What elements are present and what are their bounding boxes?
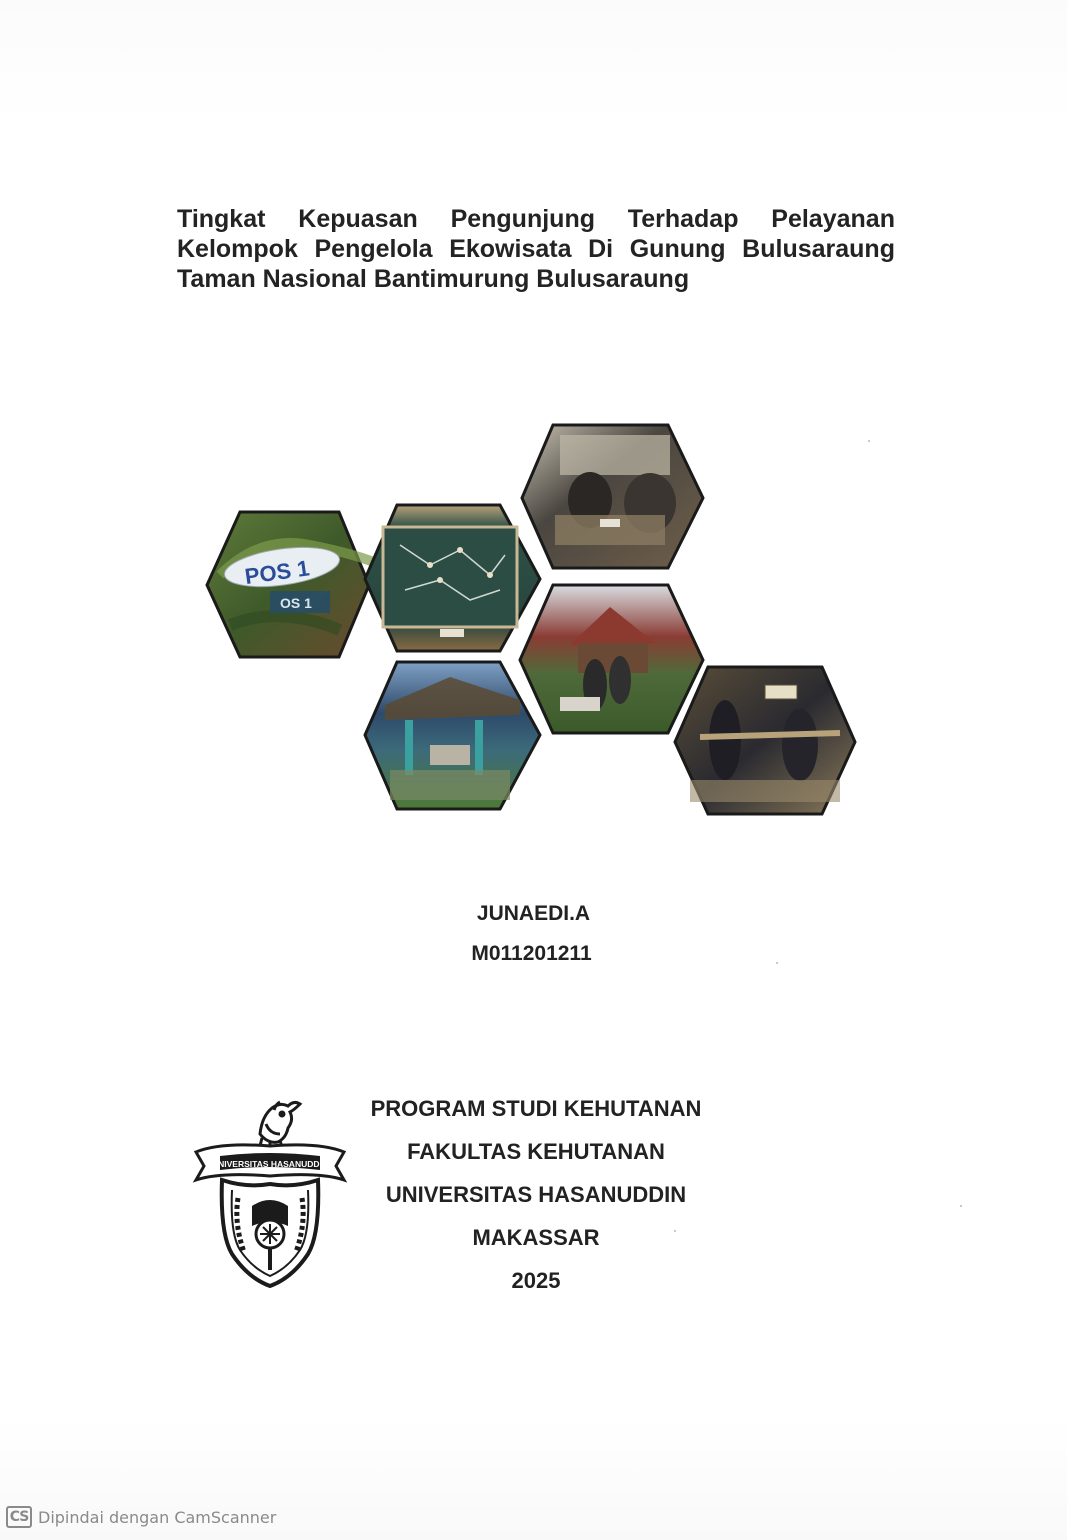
- ribbon-text: UNIVERSITAS HASANUDDIN: [211, 1159, 329, 1169]
- photo-hex-pos-sign: [207, 512, 380, 657]
- title-word: Terhadap: [627, 205, 739, 233]
- scan-speck: [776, 962, 778, 964]
- photo-hex-group-activity: [675, 667, 855, 814]
- title-word: Tingkat: [177, 205, 266, 233]
- title-word: Pengelola: [314, 235, 433, 263]
- title-line-1: [177, 204, 895, 234]
- scan-speck: [674, 1230, 676, 1232]
- scanner-watermark: [6, 1506, 276, 1528]
- sign-text: POS 1: [243, 555, 311, 590]
- city-name: MAKASSAR: [472, 1225, 600, 1250]
- title-word: Kelompok: [177, 235, 298, 263]
- photo-hex-map-board: [365, 505, 540, 651]
- student-id: M011201211: [471, 942, 592, 965]
- title-line-3: Taman Nasional Bantimurung Bulusaraung: [177, 265, 690, 293]
- photo-hex-camp: [520, 585, 703, 733]
- title-word: Pengunjung: [450, 205, 595, 233]
- thesis-title: [177, 204, 895, 294]
- university-emblem: [190, 1094, 350, 1294]
- faculty-name: FAKULTAS KEHUTANAN: [407, 1139, 665, 1164]
- photo-hex-meeting-room: [522, 425, 703, 568]
- camscanner-logo-icon: CS: [6, 1506, 32, 1528]
- scan-speck: [868, 440, 870, 442]
- title-word: Pelayanan: [771, 205, 895, 233]
- title-word: Ekowisata: [449, 235, 572, 263]
- title-word: Di: [588, 235, 614, 263]
- scan-speck: [960, 1205, 962, 1207]
- ribbon-banner: [196, 1145, 344, 1180]
- title-word: Bulusaraung: [742, 235, 895, 263]
- author-name: JUNAEDI.A: [476, 902, 591, 925]
- title-word: Gunung: [629, 235, 726, 263]
- title-line-2: [177, 234, 895, 264]
- title-word: Kepuasan: [298, 205, 418, 233]
- year: 2025: [511, 1268, 561, 1293]
- shield-icon: [222, 1180, 319, 1286]
- photo-hex-shelter: [365, 662, 540, 809]
- rooster-crest-icon: [260, 1102, 300, 1150]
- sign-text-lower: OS 1: [280, 595, 312, 611]
- hexagon-photo-collage: [200, 415, 870, 825]
- study-program: PROGRAM STUDI KEHUTANAN: [370, 1096, 702, 1121]
- watermark-text: Dipindai dengan CamScanner: [38, 1507, 277, 1527]
- university-name: UNIVERSITAS HASANUDDIN: [385, 1182, 687, 1207]
